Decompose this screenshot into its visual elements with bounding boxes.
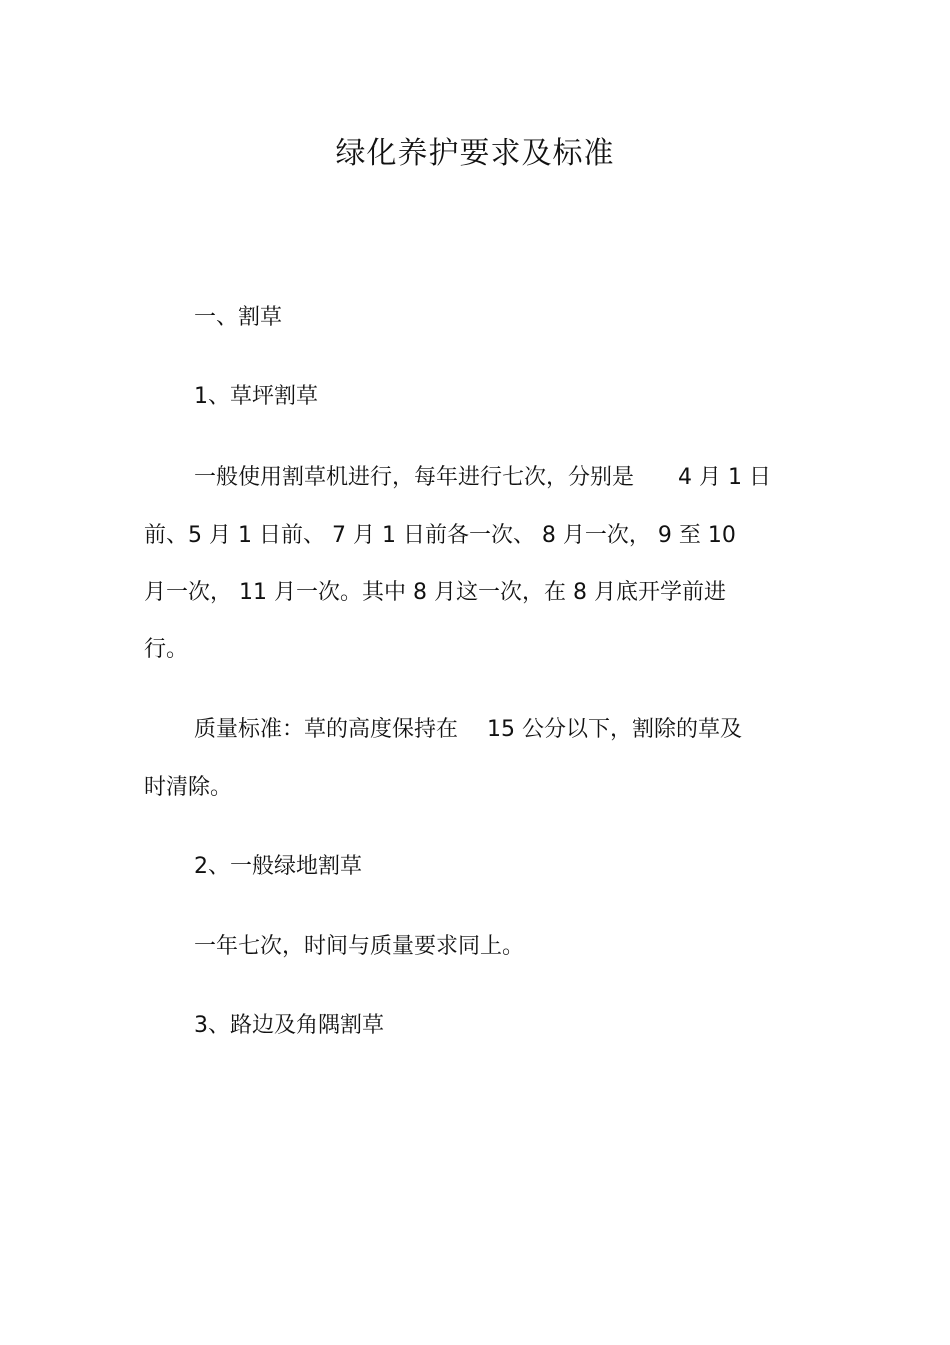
paragraph-line: 一般使用割草机进行，每年进行七次，分别是 4 月 1 日 <box>194 465 771 490</box>
quality-standard-line: 质量标准：草的高度保持在 15 公分以下，割除的草及 <box>194 717 742 742</box>
paragraph-line: 行。 <box>144 637 189 662</box>
paragraph-line: 一年七次，时间与质量要求同上。 <box>194 934 525 959</box>
quality-standard-line: 时清除。 <box>144 775 233 800</box>
document-title: 绿化养护要求及标准 <box>335 136 615 171</box>
subsection-heading-general-greenland: 2、一般绿地割草 <box>194 854 362 879</box>
section-heading-mowing: 一、割草 <box>194 305 283 330</box>
subsection-heading-roadside-mowing: 3、路边及角隅割草 <box>194 1013 384 1038</box>
subsection-heading-lawn-mowing: 1、草坪割草 <box>194 384 318 409</box>
paragraph-line: 前、5 月 1 日前、 7 月 1 日前各一次、 8 月一次， 9 至 10 <box>144 523 736 548</box>
paragraph-line: 月一次， 11 月一次。其中 8 月这一次，在 8 月底开学前进 <box>144 580 726 605</box>
